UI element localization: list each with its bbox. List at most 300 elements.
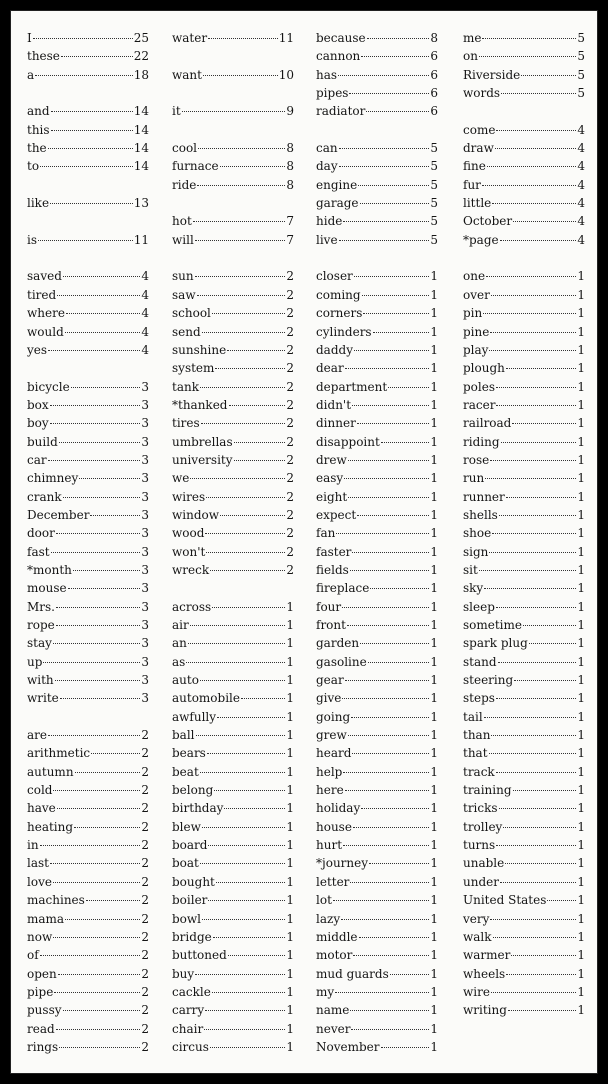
dot-leader: [529, 643, 577, 644]
dot-leader: [65, 332, 141, 333]
word-text: to: [27, 159, 40, 174]
dot-leader: [491, 992, 576, 993]
dot-leader: [498, 662, 577, 663]
word-entry: [316, 928, 438, 946]
word-text: *page: [463, 232, 499, 247]
word-entry: [172, 286, 294, 304]
word-text: read: [27, 1021, 55, 1036]
dot-leader: [490, 460, 576, 461]
word-text: bicycle: [27, 379, 70, 394]
word-entry: [172, 653, 294, 671]
word-count: 3: [141, 673, 149, 688]
word-entry: [463, 708, 585, 726]
dot-leader: [51, 552, 141, 553]
dot-leader: [35, 75, 133, 76]
dot-leader: [212, 607, 285, 608]
dot-leader: [79, 478, 140, 479]
word-count: 1: [286, 783, 294, 798]
word-count: 1: [430, 728, 438, 743]
word-count: 14: [133, 159, 149, 174]
word-entry: [27, 891, 149, 909]
word-entry: [316, 488, 438, 506]
word-count: 2: [286, 562, 294, 577]
word-count: 3: [141, 526, 149, 541]
dot-leader: [60, 698, 141, 699]
word-text: didn't: [316, 397, 352, 412]
word-text: me: [463, 31, 482, 45]
dot-leader: [482, 185, 576, 186]
word-count: 1: [286, 618, 294, 632]
dot-leader: [352, 753, 429, 754]
dot-leader: [348, 460, 430, 461]
dot-leader: [369, 863, 429, 864]
word-text: circus: [172, 1039, 209, 1054]
dot-leader: [362, 295, 430, 296]
word-count: 1: [577, 287, 585, 302]
dot-leader: [496, 387, 576, 388]
word-entry: [463, 47, 585, 65]
word-count: 2: [286, 416, 294, 431]
word-count: 1: [430, 819, 438, 834]
word-count: 18: [133, 67, 149, 82]
dot-leader: [190, 625, 286, 626]
word-entry: [463, 983, 585, 1001]
word-entry: [316, 212, 438, 230]
word-text: *journey: [316, 856, 369, 871]
dot-leader: [197, 295, 286, 296]
dot-leader: [492, 533, 576, 534]
word-entry: [27, 653, 149, 671]
word-entry: [316, 84, 438, 102]
word-entry: [27, 469, 149, 487]
word-count: 4: [141, 342, 149, 357]
dot-leader: [343, 772, 429, 773]
word-count: 1: [577, 893, 585, 908]
dot-leader: [360, 643, 429, 644]
dot-leader: [479, 570, 577, 571]
word-text: drew: [316, 452, 347, 467]
dot-leader: [513, 790, 577, 791]
word-count: 1: [430, 269, 438, 284]
dot-leader: [350, 570, 430, 571]
word-entry: [172, 1020, 294, 1038]
word-text: autumn: [27, 764, 74, 779]
word-count: 1: [286, 599, 294, 614]
word-entry: [316, 469, 438, 487]
word-text: corners: [316, 306, 363, 321]
dot-leader: [388, 387, 429, 388]
word-text: shells: [463, 507, 498, 522]
word-text: easy: [316, 471, 344, 486]
word-entry: [463, 763, 585, 781]
dot-leader: [349, 93, 429, 94]
word-entry: [316, 561, 438, 579]
word-entry: [316, 176, 438, 194]
word-entry: [27, 488, 149, 506]
word-entry: [463, 836, 585, 854]
word-column-1: [27, 29, 149, 1056]
word-count: 1: [430, 874, 438, 889]
word-count: 5: [577, 67, 585, 82]
word-count: 1: [430, 673, 438, 688]
word-entry: [316, 616, 438, 634]
word-entry: [316, 396, 438, 414]
word-count: 1: [430, 691, 438, 706]
word-count: 2: [141, 1039, 149, 1054]
word-text: turns: [463, 838, 496, 853]
dot-leader: [479, 56, 576, 57]
word-count: 1: [577, 544, 585, 559]
word-count: 2: [141, 911, 149, 926]
word-text: lazy: [316, 911, 341, 926]
word-text: name: [316, 1003, 350, 1018]
word-text: door: [27, 526, 55, 541]
word-text: yes: [27, 342, 48, 357]
dot-leader: [90, 515, 140, 516]
word-count: 1: [286, 654, 294, 669]
dot-leader: [361, 808, 429, 809]
word-text: write: [27, 691, 59, 706]
word-text: because: [316, 31, 366, 45]
word-entry: [463, 781, 585, 799]
word-count: 1: [577, 673, 585, 688]
word-text: give: [316, 691, 342, 706]
dot-leader: [206, 497, 285, 498]
dot-leader: [51, 111, 133, 112]
word-text: umbrellas: [172, 434, 233, 449]
word-count: 1: [286, 984, 294, 999]
dot-leader: [338, 75, 429, 76]
dot-leader: [48, 148, 133, 149]
word-text: sleep: [463, 599, 495, 614]
word-count: 2: [286, 544, 294, 559]
dot-leader: [48, 735, 140, 736]
dot-leader: [484, 717, 577, 718]
dot-leader: [390, 974, 430, 975]
word-text: run: [463, 471, 485, 486]
word-count: 4: [577, 141, 585, 156]
dot-leader: [512, 423, 576, 424]
word-count: 1: [286, 746, 294, 761]
word-entry: [172, 543, 294, 561]
word-count: 1: [577, 489, 585, 504]
dot-leader: [234, 442, 286, 443]
dot-leader: [40, 166, 133, 167]
word-text: will: [172, 232, 194, 247]
word-text: sit: [463, 562, 478, 577]
word-count: 1: [430, 324, 438, 339]
word-count: 1: [577, 783, 585, 798]
dot-leader: [58, 974, 141, 975]
word-text: with: [27, 673, 54, 688]
word-column-4: [463, 29, 585, 1020]
dot-leader: [484, 588, 576, 589]
word-count: 1: [577, 397, 585, 412]
word-text: wreck: [172, 562, 210, 577]
word-text: lot: [316, 893, 332, 908]
word-text: and: [27, 104, 50, 119]
word-entry: [316, 726, 438, 744]
word-text: track: [463, 764, 495, 779]
dot-leader: [57, 808, 141, 809]
word-entry: [27, 634, 149, 652]
word-count: 11: [133, 232, 149, 247]
dot-leader: [513, 221, 576, 222]
word-text: going: [316, 709, 351, 724]
word-entry: [172, 616, 294, 634]
dot-leader: [336, 533, 429, 534]
word-entry: [27, 946, 149, 964]
word-text: riding: [463, 434, 500, 449]
word-count: 1: [430, 379, 438, 394]
word-count: 1: [286, 874, 294, 889]
word-entry: [27, 194, 149, 212]
dot-leader: [200, 387, 285, 388]
word-count: 2: [141, 929, 149, 944]
dot-leader: [501, 93, 576, 94]
word-count: 1: [577, 948, 585, 963]
dot-leader: [339, 240, 430, 241]
word-text: steps: [463, 691, 495, 706]
word-entry: [463, 267, 585, 285]
word-text: crank: [27, 489, 62, 504]
word-text: bought: [172, 874, 215, 889]
word-count: 1: [577, 764, 585, 779]
word-entry: [316, 433, 438, 451]
word-count: 11: [278, 31, 294, 45]
word-text: heard: [316, 746, 352, 761]
word-text: send: [172, 324, 201, 339]
word-count: 1: [577, 562, 585, 577]
word-entry: [27, 451, 149, 469]
word-entry: [316, 139, 438, 157]
dot-leader: [352, 552, 429, 553]
word-text: boat: [172, 856, 199, 871]
word-entry: [27, 1038, 149, 1056]
word-text: letter: [316, 874, 350, 889]
dot-leader: [491, 295, 577, 296]
word-entry: [463, 634, 585, 652]
word-text: ball: [172, 728, 195, 743]
word-text: racer: [463, 397, 496, 412]
word-count: 2: [141, 856, 149, 871]
dot-leader: [74, 827, 140, 828]
word-count: 2: [286, 361, 294, 376]
dot-leader: [208, 900, 285, 901]
dot-leader: [354, 276, 430, 277]
word-entry: [463, 689, 585, 707]
word-text: an: [172, 636, 187, 651]
word-text: bowl: [172, 911, 202, 926]
dot-leader: [206, 552, 285, 553]
word-count: 3: [141, 489, 149, 504]
word-count: 1: [286, 691, 294, 706]
dot-leader: [68, 588, 141, 589]
word-count: 4: [141, 324, 149, 339]
word-text: heating: [27, 819, 74, 834]
word-count: 2: [141, 1003, 149, 1018]
word-text: machines: [27, 893, 85, 908]
word-text: sky: [463, 581, 484, 596]
word-text: air: [172, 618, 189, 632]
word-text: are: [27, 728, 47, 743]
word-entry: [316, 341, 438, 359]
word-entry: [316, 891, 438, 909]
word-count: 1: [286, 636, 294, 651]
dot-leader: [370, 588, 429, 589]
word-entry: [27, 231, 149, 249]
word-text: runner: [463, 489, 505, 504]
dot-leader: [354, 350, 429, 351]
word-entry: [316, 671, 438, 689]
dot-leader: [496, 607, 576, 608]
word-count: 3: [141, 452, 149, 467]
word-entry: [172, 689, 294, 707]
word-entry: [172, 157, 294, 175]
word-count: 3: [141, 562, 149, 577]
word-entry: [316, 708, 438, 726]
word-text: chimney: [27, 471, 79, 486]
word-count: 1: [430, 471, 438, 486]
dot-leader: [53, 882, 140, 883]
word-entry: [27, 965, 149, 983]
word-text: ride: [172, 177, 197, 192]
word-count: 2: [286, 342, 294, 357]
word-count: 4: [141, 306, 149, 321]
dot-leader: [195, 240, 286, 241]
word-entry: [27, 157, 149, 175]
dot-leader: [333, 900, 429, 901]
word-entry: [316, 543, 438, 561]
word-entry: [316, 873, 438, 891]
word-text: than: [463, 728, 491, 743]
word-count: 5: [577, 31, 585, 45]
word-text: sign: [463, 544, 489, 559]
word-text: never: [316, 1021, 351, 1036]
word-entry: [172, 212, 294, 230]
dot-leader: [501, 442, 577, 443]
word-text: system: [172, 361, 215, 376]
dot-leader: [33, 38, 133, 39]
word-count: 2: [141, 1021, 149, 1036]
word-count: 1: [430, 397, 438, 412]
word-count: 8: [430, 31, 438, 45]
word-count: 8: [286, 159, 294, 174]
word-entry: [172, 744, 294, 762]
dot-leader: [202, 332, 286, 333]
dot-leader: [483, 313, 576, 314]
word-count: 1: [577, 526, 585, 541]
dot-leader: [353, 827, 429, 828]
word-entry: [27, 304, 149, 322]
word-text: warmer: [463, 948, 511, 963]
dot-leader: [207, 753, 286, 754]
word-text: chair: [172, 1021, 204, 1036]
word-entry: [27, 323, 149, 341]
word-count: 1: [577, 306, 585, 321]
word-entry: [172, 891, 294, 909]
word-entry: [27, 1020, 149, 1038]
word-entry: [316, 47, 438, 65]
word-text: department: [316, 379, 388, 394]
dot-leader: [345, 368, 430, 369]
word-text: mouse: [27, 581, 67, 596]
word-text: awfully: [172, 709, 217, 724]
dot-leader: [50, 405, 141, 406]
dot-leader: [182, 111, 286, 112]
word-entry: [172, 965, 294, 983]
word-entry: [463, 488, 585, 506]
dot-leader: [40, 845, 141, 846]
dot-leader: [195, 276, 286, 277]
word-text: fireplace: [316, 581, 370, 596]
word-count: 5: [430, 232, 438, 247]
word-count: 2: [141, 948, 149, 963]
word-entry: [316, 29, 438, 47]
word-text: sunshine: [172, 342, 227, 357]
word-count: 1: [577, 838, 585, 853]
word-count: 1: [286, 709, 294, 724]
word-count: 2: [141, 966, 149, 981]
word-count: 1: [286, 673, 294, 688]
word-entry: [172, 946, 294, 964]
word-text: grew: [316, 728, 347, 743]
word-entry: [316, 102, 438, 120]
word-text: fields: [316, 562, 349, 577]
word-text: pipe: [27, 984, 54, 999]
word-entry: [27, 414, 149, 432]
word-count: 1: [430, 746, 438, 761]
word-count: 1: [286, 728, 294, 743]
word-count: 7: [286, 232, 294, 247]
word-entry: [27, 910, 149, 928]
word-entry: [463, 194, 585, 212]
dot-leader: [40, 955, 141, 956]
word-count: 1: [577, 342, 585, 357]
word-entry: [27, 818, 149, 836]
dot-leader: [366, 111, 429, 112]
dot-leader: [489, 552, 576, 553]
word-count: 1: [286, 929, 294, 944]
word-count: 2: [141, 783, 149, 798]
word-entry: [27, 121, 149, 139]
dot-leader: [59, 1047, 140, 1048]
word-text: cylinders: [316, 324, 372, 339]
word-text: disappoint: [316, 434, 380, 449]
word-entry: [172, 708, 294, 726]
dot-leader: [499, 515, 577, 516]
word-count: 2: [286, 471, 294, 486]
word-entry: [463, 744, 585, 762]
word-count: 2: [141, 801, 149, 816]
word-text: Mrs.: [27, 599, 55, 614]
word-text: saved: [27, 269, 62, 284]
dot-leader: [521, 75, 576, 76]
word-count: 14: [133, 122, 149, 137]
word-entry: [27, 286, 149, 304]
word-entry: [463, 653, 585, 671]
word-text: pin: [463, 306, 483, 321]
word-text: my: [316, 984, 335, 999]
word-count: 6: [430, 67, 438, 82]
word-count: 2: [286, 269, 294, 284]
word-count: 5: [430, 214, 438, 229]
dot-leader: [381, 1047, 430, 1048]
word-text: come: [463, 122, 496, 137]
word-text: love: [27, 874, 52, 889]
dot-leader: [57, 295, 140, 296]
word-entry: [316, 836, 438, 854]
